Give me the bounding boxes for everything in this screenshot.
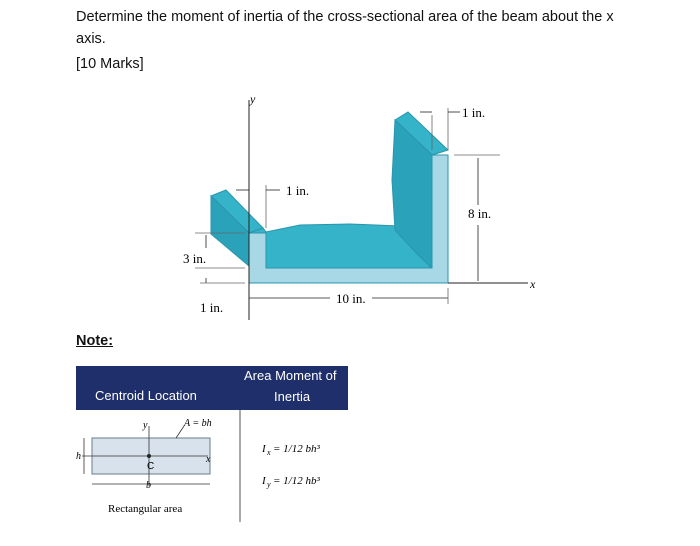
dim-right-height-label: 8 in. bbox=[468, 206, 492, 221]
svg-text:I: I bbox=[262, 475, 266, 487]
area-formula: A = bh bbox=[184, 418, 212, 429]
dim-bottom-thickness-label: 1 in. bbox=[200, 300, 224, 315]
iy-formula bbox=[261, 475, 320, 489]
ix-formula bbox=[261, 443, 320, 457]
dim-inner-label: 1 in. bbox=[286, 183, 310, 198]
x-axis-label: x bbox=[530, 277, 536, 291]
rectangle-diagram bbox=[76, 418, 212, 515]
marks-label: [10 Marks] bbox=[76, 56, 144, 72]
dim-b-label: b bbox=[146, 480, 151, 491]
svg-text:= 1/12 hb³: = 1/12 hb³ bbox=[273, 475, 320, 487]
note-label: Note: bbox=[76, 333, 114, 349]
header-right-line1: Area Moment of bbox=[244, 368, 337, 383]
y-axis-label: y bbox=[250, 92, 256, 106]
dim-width-label: 10 in. bbox=[336, 291, 366, 306]
question-text: Determine the moment of inertia of the cross-sectional area of the beam about the x axis. bbox=[76, 9, 614, 47]
dim-left-height-label: 3 in. bbox=[183, 251, 207, 266]
header-left: Centroid Location bbox=[95, 388, 197, 403]
dim-top-right-label: 1 in. bbox=[462, 105, 486, 120]
dim-h-label: h bbox=[76, 451, 81, 462]
header-right-line2: Inertia bbox=[274, 389, 311, 404]
diagram-x-label: x bbox=[206, 454, 211, 465]
centroid-label: C bbox=[147, 461, 155, 472]
svg-text:I: I bbox=[262, 443, 266, 455]
shape-caption: Rectangular area bbox=[108, 503, 183, 515]
svg-text:= 1/12 bh³: = 1/12 bh³ bbox=[273, 443, 320, 455]
svg-text:x: x bbox=[267, 448, 271, 457]
svg-text:y: y bbox=[267, 480, 271, 489]
formula-table bbox=[76, 366, 348, 522]
diagram-y-label: y bbox=[143, 420, 148, 431]
